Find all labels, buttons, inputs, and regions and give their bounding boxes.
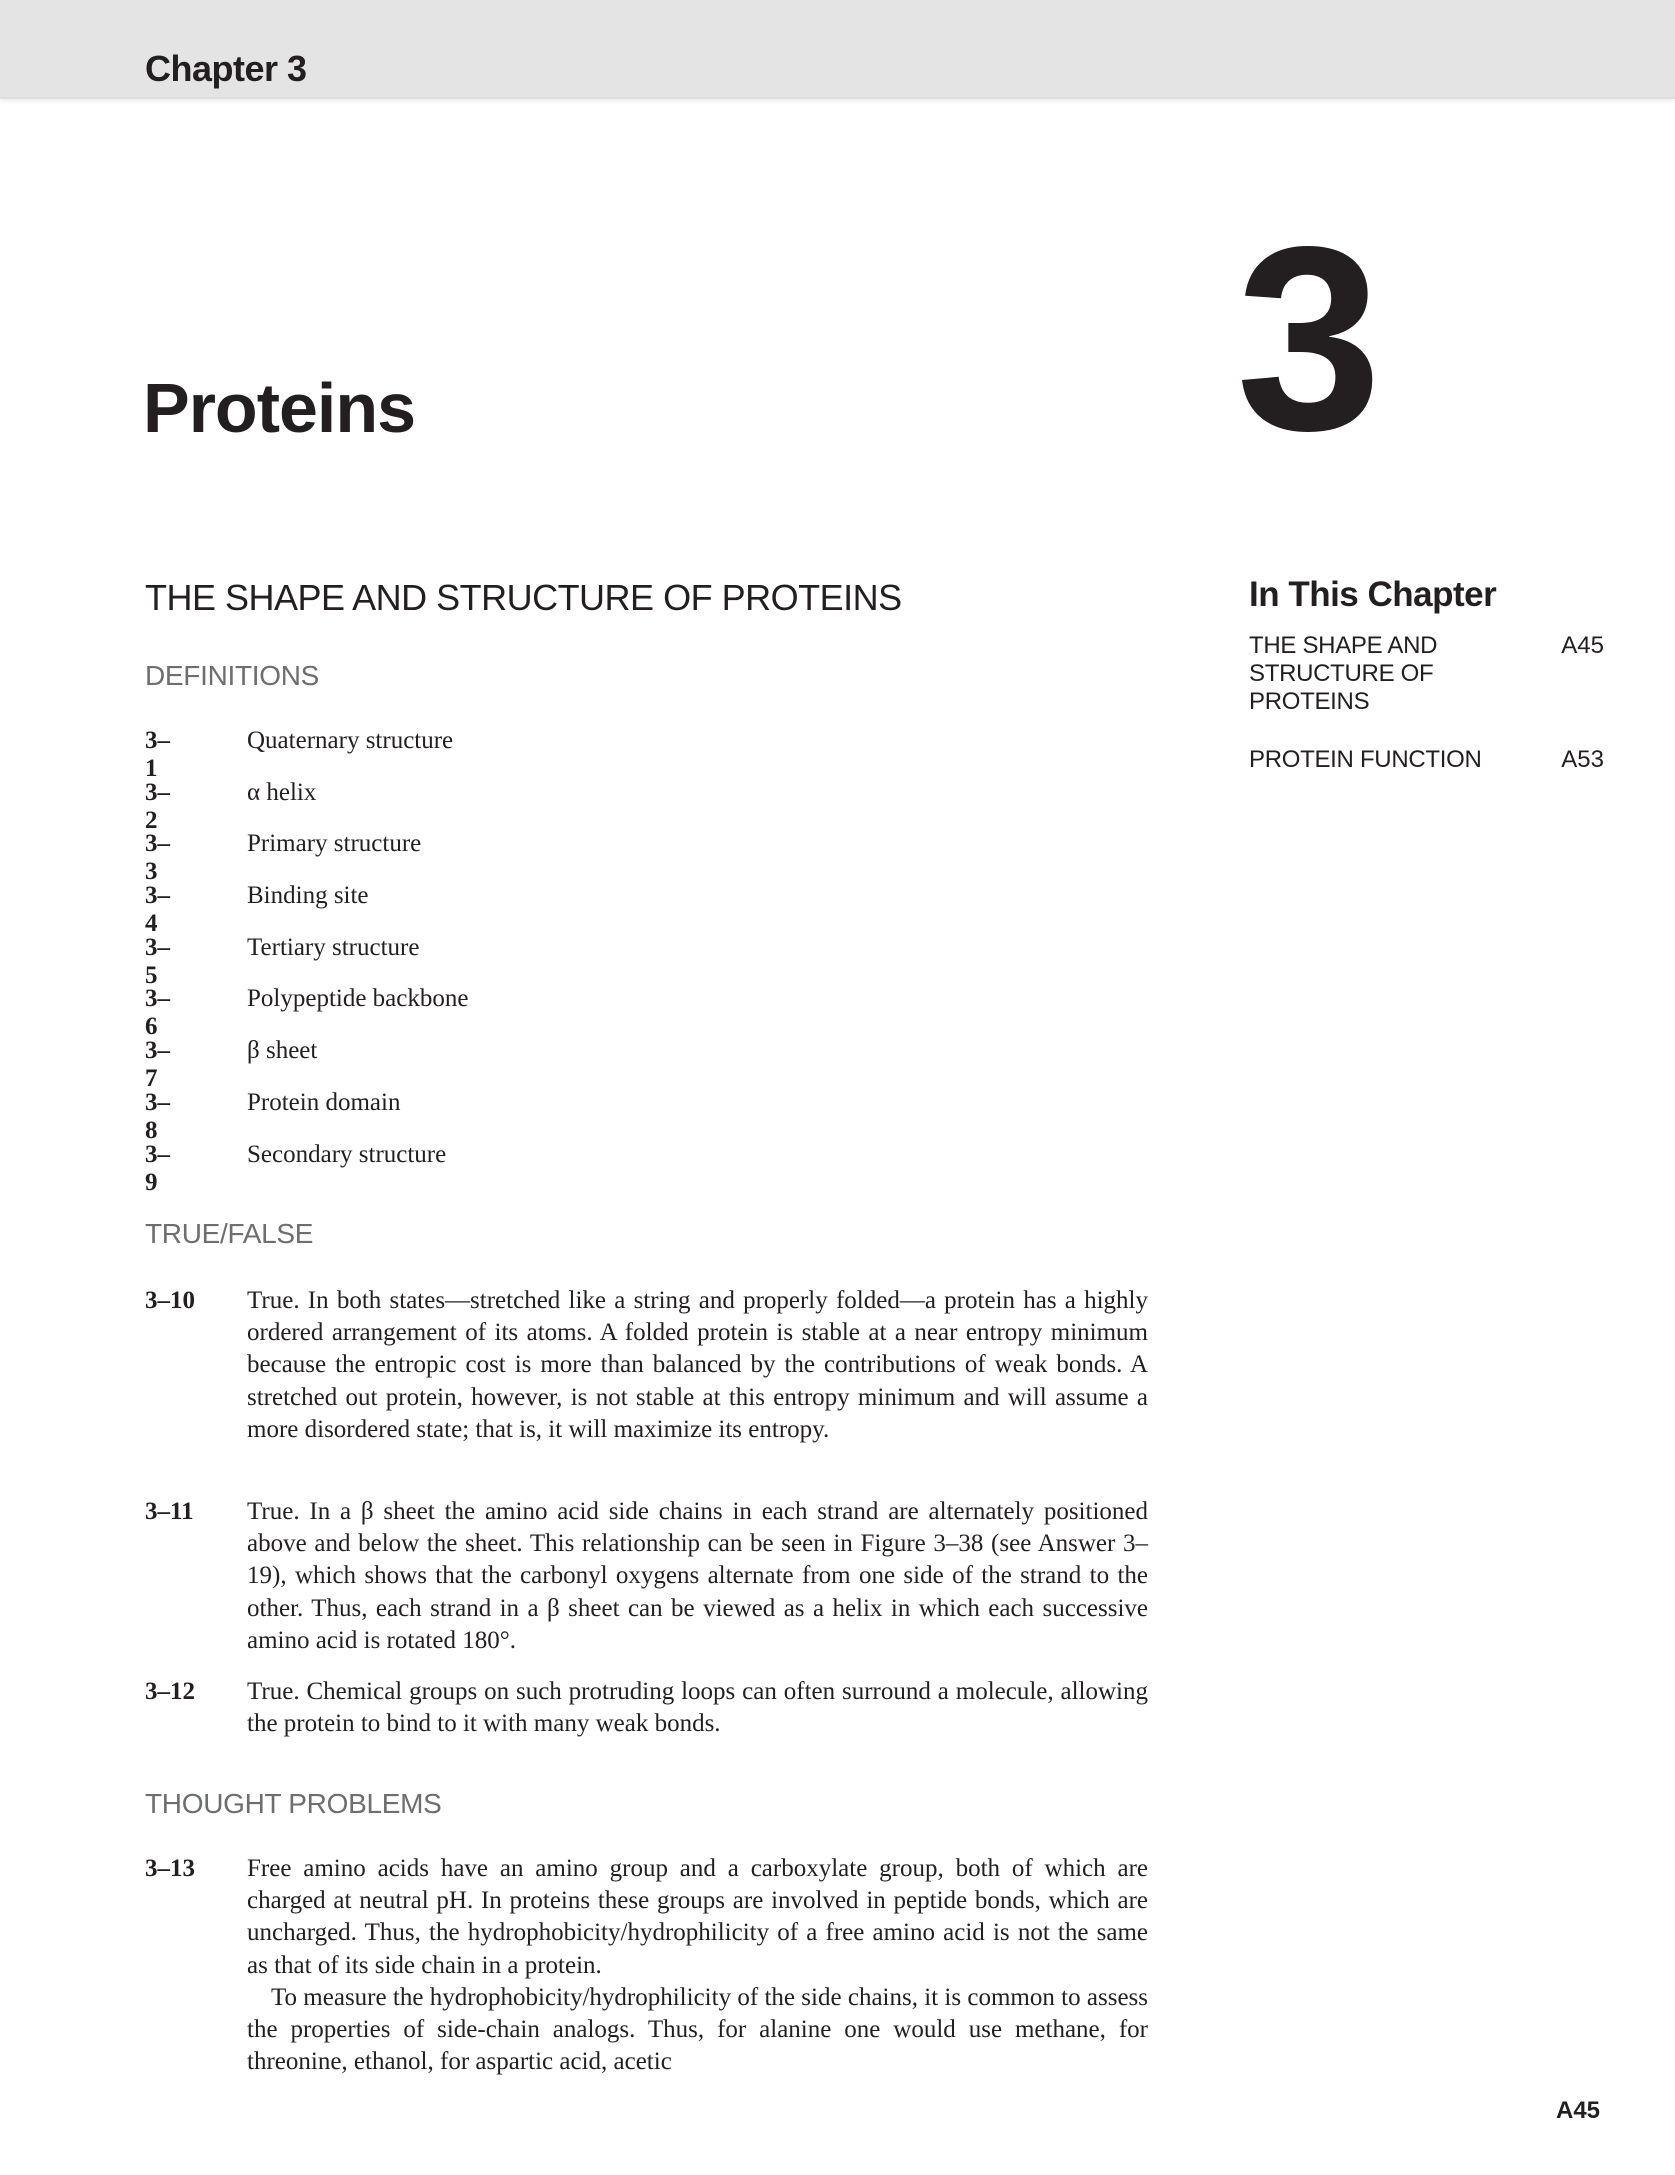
definition-term: β sheet: [247, 1037, 318, 1065]
definition-number: 3–9: [145, 1140, 170, 1196]
answer-number: 3–10: [145, 1287, 195, 1314]
sidebar-item-protein-function[interactable]: [1249, 746, 1604, 774]
sidebar-item-shape-structure[interactable]: [1249, 632, 1604, 716]
sidebar-title: In This Chapter: [1249, 575, 1497, 614]
definition-number: 3–1: [145, 727, 170, 782]
answer-text: True. In a β sheet the amino acid side chains in each strand are alternately positioned above and below the sheet. This relationship can be seen in Figure 3–38 (see Answer 3–19), which shows that the carbonyl oxygens alternate from one side of the strand to the other. Thus, each strand in a β sheet can be viewed as a helix in which each successive amino acid is rotated 180°.: [247, 1498, 1148, 1654]
running-head: Chapter 3: [145, 48, 307, 89]
definition-number: 3–8: [145, 1088, 170, 1144]
definition-number: 3–2: [145, 778, 170, 834]
answer-number: 3–12: [145, 1678, 195, 1705]
definition-term: Quaternary structure: [247, 727, 454, 754]
definition-term: Binding site: [247, 882, 369, 910]
page-number: A45: [1556, 2097, 1601, 2124]
answer-paragraph: To measure the hydrophobicity/hydrophilicity of the side chains, it is common to assess the properties of side-chain analogs. Thus, for alanine one would use methane, for threonine, ethanol, for aspartic acid, acetic: [247, 1983, 1148, 2076]
definition-term: Protein domain: [247, 1088, 401, 1116]
in-this-chapter-sidebar: [1249, 575, 1604, 804]
answer-item: [145, 1676, 1148, 1740]
answer-item: [145, 1853, 1148, 2078]
definition-term: Primary structure: [247, 830, 422, 858]
definition-number: 3–5: [145, 933, 170, 989]
definition-number: 3–4: [145, 882, 170, 938]
sidebar-item-page: A45: [1561, 632, 1604, 659]
running-header-bar: [0, 0, 1675, 99]
definition-term: Tertiary structure: [247, 933, 420, 961]
definition-term: Secondary structure: [247, 1140, 447, 1168]
answer-item: [145, 1496, 1148, 1657]
answer-paragraph: Free amino acids have an amino group and a carboxylate group, both of which are charged at neutral pH. In proteins these groups are involved in peptide bonds, which are uncharged. Thus, the hydrophobicity/hydrophilicity of a free amino acid is not the same as that of its side chain in a protein.: [247, 1855, 1148, 1979]
definition-number: 3–3: [145, 830, 170, 886]
true-false-heading: TRUE/FALSE: [145, 1218, 314, 1249]
chapter-number: 3: [1236, 192, 1378, 485]
answer-text: True. In both states—stretched like a string and properly folded—a protein has a highly ordered arrangement of its atoms. A folded protein is stable at a near entropy minimum because the entropic cost is more than balanced by the contributions of weak bonds. A stretched out protein, however, is not stable at this entropy minimum and will assume a more disordered state; that is, it will maximize its entropy.: [247, 1287, 1148, 1443]
sidebar-item-label: PROTEIN FUNCTION: [1249, 746, 1482, 773]
sidebar-item-label: THE SHAPE AND STRUCTURE OF PROTEINS: [1249, 632, 1438, 715]
chapter-title: Proteins: [143, 369, 416, 447]
answer-text: True. Chemical groups on such protruding loops can often surround a molecule, allowing the protein to bind to it with many weak bonds.: [247, 1678, 1148, 1738]
definition-term: α helix: [247, 778, 317, 806]
definitions-heading: DEFINITIONS: [145, 660, 320, 691]
definition-term: Polypeptide backbone: [247, 985, 469, 1013]
answer-item: [145, 1285, 1148, 1446]
definition-number: 3–6: [145, 985, 170, 1041]
sidebar-item-page: A53: [1561, 746, 1604, 773]
answer-number: 3–11: [145, 1498, 194, 1525]
answer-number: 3–13: [145, 1855, 195, 1882]
thought-problems-heading: THOUGHT PROBLEMS: [145, 1788, 442, 1819]
definition-number: 3–7: [145, 1037, 170, 1093]
section-heading: THE SHAPE AND STRUCTURE OF PROTEINS: [145, 577, 902, 618]
